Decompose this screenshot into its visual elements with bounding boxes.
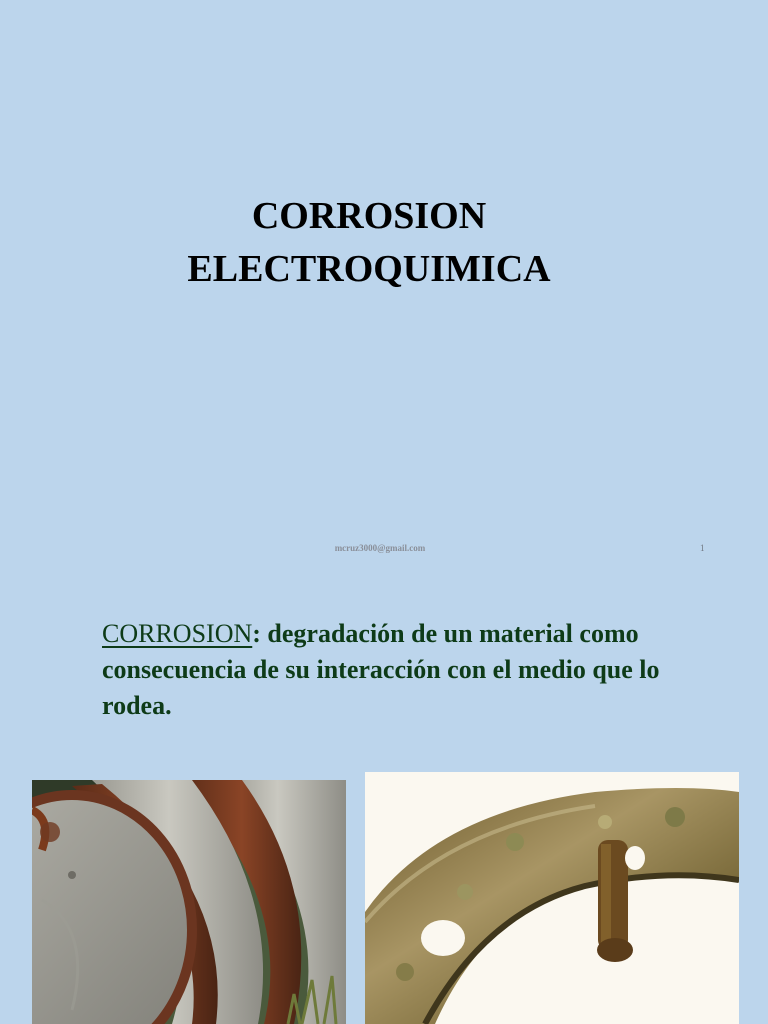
slide-2 — [0, 576, 768, 1024]
slide-title — [0, 190, 738, 296]
rusted-pipes-photo — [32, 780, 346, 1024]
definition-term: CORROSION — [102, 619, 253, 648]
definition-text: degradación de un material como consecuencia de su interacción con el medio que lo rodea. — [102, 619, 660, 720]
corroded-ring-photo — [365, 772, 739, 1024]
title-line-2: ELECTROQUIMICA — [187, 248, 551, 290]
footer-email: mcruz3000@gmail.com — [334, 543, 426, 553]
definition-paragraph — [102, 616, 702, 724]
definition-colon: : — [252, 619, 261, 648]
page-number: 1 — [700, 543, 705, 553]
title-line-1: CORROSION — [251, 195, 487, 237]
